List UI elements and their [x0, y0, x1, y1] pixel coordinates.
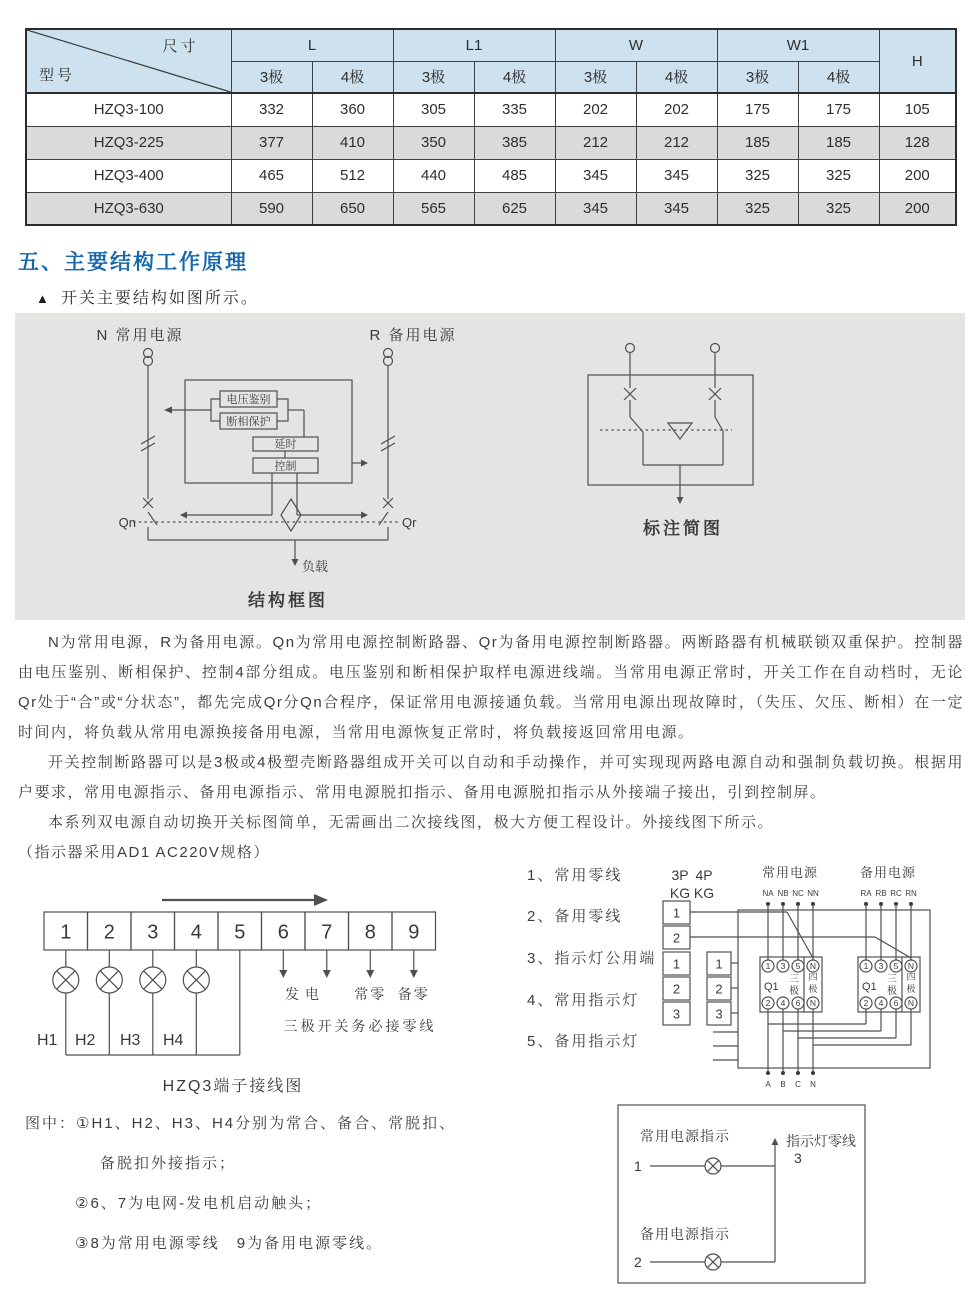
- interlock-triangle: [668, 423, 692, 439]
- table-row: [26, 159, 956, 192]
- four-pole-char: 四: [808, 972, 818, 982]
- legend-item: 3、指示灯公用端: [527, 950, 657, 967]
- marking-sketch-caption: 标注简图: [643, 519, 723, 538]
- value-cell: 465: [231, 159, 312, 192]
- structure-block-diagram: [96, 326, 456, 610]
- body-text: [18, 628, 964, 868]
- kg-terminal-column-a: [663, 901, 690, 1025]
- n-source-line: [141, 349, 157, 541]
- block-diagram-caption: 结构框图: [248, 591, 328, 610]
- label-kg-b: KG: [693, 885, 715, 901]
- legend-item: 5、备用指示灯: [527, 1033, 640, 1050]
- triangle-bullet-icon: ▲: [36, 291, 51, 306]
- breaker-wiring-diagram: [640, 850, 980, 1100]
- term-rc: RC: [890, 889, 902, 898]
- value-cell: 325: [717, 159, 798, 192]
- neutral-riser-arrow: [772, 1138, 779, 1262]
- terminal-diagram-caption: HZQ3端子接线图: [162, 1078, 304, 1095]
- wire-1-label: 1: [634, 1158, 642, 1174]
- spec-note: （指示器采用AD1 AC220V规格）: [18, 844, 270, 861]
- terminal-1: 1: [60, 921, 72, 944]
- label-4p: 4P: [695, 867, 713, 883]
- sub-header: 3极: [555, 61, 636, 93]
- kg-b-terminal: 3: [715, 1006, 723, 1022]
- q1-label: Q1: [764, 981, 779, 993]
- terminal-diagram: [30, 880, 510, 1110]
- kg-a-terminal: 3: [672, 1006, 681, 1022]
- paragraph: 本系列双电源自动切换开关标图简单，无需画出二次接线图，极大方便工程设计。外接线图下所示。: [48, 814, 775, 831]
- corner-label-size: 尺寸: [162, 38, 199, 55]
- value-cell: 202: [555, 93, 636, 126]
- value-cell: 345: [555, 192, 636, 225]
- value-cell: 185: [798, 126, 879, 159]
- value-cell: 325: [717, 192, 798, 225]
- lamp-h1-label: H1: [37, 1032, 58, 1049]
- dimensions-table: [25, 28, 957, 226]
- delay-label: 延时: [274, 438, 297, 451]
- model-cell: HZQ3-100: [26, 93, 231, 126]
- q1-term: N: [809, 961, 817, 971]
- value-cell: 185: [717, 126, 798, 159]
- normal-power-terminals: [762, 889, 819, 960]
- table-corner-cell: [26, 29, 231, 93]
- sub-header: 4极: [474, 61, 555, 93]
- phase-c-label: C: [795, 1080, 801, 1089]
- backup-indicator-label: 备用电源指示: [640, 1226, 730, 1242]
- term-nb: NB: [777, 889, 789, 898]
- value-cell: 650: [312, 192, 393, 225]
- four-pole-char: 极: [808, 984, 818, 994]
- three-pole-char: 三: [789, 974, 799, 985]
- kg-terminal-column-b: [707, 952, 731, 1025]
- value-cell: 410: [312, 126, 393, 159]
- paragraph: 开关控制断路器可以是3极或4极塑壳断路器组成开关可以自动和手动操作，并可实现现两路电源自动和强制负载切换。根据用户要求，常用电源指示、备用电源指示、常用电源脱扣指示、备用电源脱扣指示从外接端子接出，引到控制屏。: [18, 754, 964, 801]
- value-cell: 377: [231, 126, 312, 159]
- load-output: [148, 540, 388, 566]
- load-side-wiring: [766, 1009, 911, 1075]
- col-header-W: W: [555, 29, 717, 61]
- four-pole-char: 四: [906, 972, 916, 982]
- sub-header: 3极: [717, 61, 798, 93]
- wire-3-label: 3: [794, 1150, 802, 1166]
- value-cell: 625: [474, 192, 555, 225]
- sub-header: 4极: [312, 61, 393, 93]
- col-header-L1: L1: [393, 29, 555, 61]
- q1-term: 5: [893, 961, 899, 971]
- value-cell: 345: [636, 192, 717, 225]
- value-cell: 200: [879, 159, 956, 192]
- kg-a-terminal: 2: [672, 981, 681, 997]
- col-header-L: L: [231, 29, 393, 61]
- breaker-q1-normal: [760, 957, 822, 1012]
- term-nc: NC: [792, 889, 804, 898]
- legend-item: 4、常用指示灯: [527, 992, 640, 1009]
- value-cell: 325: [798, 192, 879, 225]
- normal-power-label: 常用电源: [761, 865, 819, 880]
- kg-b-terminal: 2: [715, 981, 723, 997]
- section-title: 五、主要结构工作原理: [18, 251, 248, 274]
- q1-term: 1: [765, 961, 771, 971]
- phase-failure-label: 断相保护: [226, 416, 271, 428]
- backup-neutral-label: 备零: [397, 986, 430, 1002]
- q1-term: 6: [795, 998, 801, 1008]
- three-pole-char: 极: [789, 986, 799, 997]
- bullet-line: [36, 285, 259, 308]
- backup-power-terminals: [860, 889, 917, 960]
- three-pole-char: 三: [887, 974, 897, 985]
- value-cell: 485: [474, 159, 555, 192]
- qn-label: Qn: [118, 515, 136, 530]
- corner-label-model: 型号: [39, 67, 76, 84]
- term-rn: RN: [905, 889, 917, 898]
- q1-term: 2: [863, 998, 869, 1008]
- normal-indicator-label: 常用电源指示: [640, 1128, 730, 1144]
- terminal-8: 8: [364, 921, 376, 944]
- q1-term: 4: [780, 998, 786, 1008]
- note-line: ③8为常用电源零线 9为备用电源零线。: [75, 1235, 384, 1252]
- backup-power-label: 备用电源: [859, 865, 917, 880]
- terminal-strip: [44, 912, 436, 950]
- q1-term: 2: [765, 998, 771, 1008]
- value-cell: 200: [879, 192, 956, 225]
- sub-header: 3极: [393, 61, 474, 93]
- marking-sketch-diagram: [588, 344, 753, 539]
- q1-term: 4: [878, 998, 884, 1008]
- sub-header: 4极: [636, 61, 717, 93]
- value-cell: 385: [474, 126, 555, 159]
- paragraph: N为常用电源，R为备用电源。Qn为常用电源控制断路器、Qr为备用电源控制断路器。两断路器有机械联锁双重保护。控制器由电压鉴别、断相保护、控制4部分组成。电压鉴别和断相保护取样电源进线端。当常用电源正常时，开关工作在自动档时，无论Qr处于“合”或“分状态”，都先完成Qr分Qn合程序，保证常用电源接通负载。当常用电源出现故障时，（失压、欠压、断相）在一定时间内，将负载从常用电源换接备用电源，当常用电源恢复正常时，将负载接返回常用电源。: [18, 634, 964, 741]
- col-header-H: H: [879, 29, 956, 93]
- control-label: 控制: [274, 460, 297, 473]
- terminal-4: 4: [190, 921, 202, 944]
- q1-term: N: [907, 961, 915, 971]
- normal-indicator-circuit: [650, 1158, 775, 1174]
- load-label: 负载: [302, 559, 329, 574]
- kg-a-terminal: 1: [672, 956, 681, 972]
- output-arrows: [279, 950, 418, 978]
- q1-term: 3: [878, 961, 884, 971]
- wire-2-label: 2: [634, 1254, 642, 1270]
- bullet-text: 开关主要结构如图所示。: [60, 290, 259, 307]
- n-source-label: N 常用电源: [96, 327, 184, 344]
- kg-b-terminal: 1: [715, 956, 723, 972]
- q1-label: Q1: [862, 981, 877, 993]
- q1-term: 5: [795, 961, 801, 971]
- q1-term: 1: [863, 961, 869, 971]
- model-cell: HZQ3-225: [26, 126, 231, 159]
- value-cell: 345: [555, 159, 636, 192]
- value-cell: 305: [393, 93, 474, 126]
- lamp-neutral-label: 指示灯零线: [786, 1133, 856, 1149]
- phase-b-label: B: [780, 1080, 786, 1089]
- model-cell: HZQ3-400: [26, 159, 231, 192]
- indicator-lamp-diagram: [610, 1100, 900, 1295]
- terminal-3: 3: [147, 921, 159, 944]
- terminal-5: 5: [234, 921, 246, 944]
- value-cell: 350: [393, 126, 474, 159]
- terminal-7: 7: [321, 921, 333, 944]
- term-ra: RA: [860, 889, 872, 898]
- r-source-line: [379, 349, 395, 541]
- value-cell: 512: [312, 159, 393, 192]
- backup-indicator-circuit: [650, 1254, 775, 1270]
- value-cell: 212: [555, 126, 636, 159]
- diagram-panel: [15, 313, 965, 620]
- value-cell: 212: [636, 126, 717, 159]
- value-cell: 440: [393, 159, 474, 192]
- legend-item: 2、备用零线: [527, 908, 623, 925]
- term-rb: RB: [875, 889, 887, 898]
- terminal-6: 6: [277, 921, 289, 944]
- phase-a-label: A: [765, 1080, 771, 1089]
- neutral-note: 三极开关务必接零线: [283, 1018, 437, 1034]
- label-kg-a: KG: [669, 885, 691, 901]
- value-cell: 325: [798, 159, 879, 192]
- structure-diagrams: [15, 313, 965, 620]
- value-cell: 335: [474, 93, 555, 126]
- q1-term: 6: [893, 998, 899, 1008]
- q1-term: N: [809, 998, 817, 1008]
- table-row: [26, 126, 956, 159]
- note-line: 备脱扣外接指示；: [100, 1155, 237, 1172]
- value-cell: 332: [231, 93, 312, 126]
- value-cell: 345: [636, 159, 717, 192]
- table-row: [26, 192, 956, 225]
- value-cell: 202: [636, 93, 717, 126]
- table-row: [26, 93, 956, 126]
- value-cell: 105: [879, 93, 956, 126]
- direction-arrow: [162, 894, 328, 906]
- normal-neutral-label: 常零: [354, 986, 387, 1002]
- value-cell: 590: [231, 192, 312, 225]
- label-3p: 3P: [671, 867, 689, 883]
- term-nn: NN: [807, 889, 819, 898]
- sub-header: 4极: [798, 61, 879, 93]
- qr-label: Qr: [402, 515, 417, 530]
- value-cell: 128: [879, 126, 956, 159]
- value-cell: 360: [312, 93, 393, 126]
- sampling-arrow: [164, 399, 220, 421]
- terminal-9: 9: [408, 921, 420, 944]
- kg-a-terminal: 2: [672, 930, 681, 946]
- kg-a-terminal: 1: [672, 905, 681, 921]
- terminal-2: 2: [103, 921, 115, 944]
- col-header-W1: W1: [717, 29, 879, 61]
- sub-header: 3极: [231, 61, 312, 93]
- value-cell: 175: [717, 93, 798, 126]
- legend-item: 1、常用零线: [527, 867, 623, 884]
- lamp-h3-label: H3: [120, 1032, 141, 1049]
- value-cell: 175: [798, 93, 879, 126]
- model-cell: HZQ3-630: [26, 192, 231, 225]
- r-source-label: R 备用电源: [369, 327, 457, 344]
- three-pole-char: 极: [887, 986, 897, 997]
- lamp-h2-label: H2: [75, 1032, 96, 1049]
- term-na: NA: [762, 889, 774, 898]
- four-pole-char: 极: [906, 984, 916, 994]
- lamp-h4-label: H4: [163, 1032, 184, 1049]
- note-line: 图中：①H1、H2、H3、H4分别为常合、备合、常脱扣、: [25, 1115, 457, 1132]
- note-line: ②6、7为电网-发电机启动触头；: [75, 1195, 323, 1212]
- generator-label: 发电: [285, 986, 325, 1002]
- phase-n-label: N: [810, 1080, 816, 1089]
- voltage-discrimination-label: 电压鉴别: [226, 394, 271, 406]
- q1-term: 3: [780, 961, 786, 971]
- breaker-q1-backup: [858, 957, 920, 1012]
- value-cell: 565: [393, 192, 474, 225]
- q1-term: N: [907, 998, 915, 1008]
